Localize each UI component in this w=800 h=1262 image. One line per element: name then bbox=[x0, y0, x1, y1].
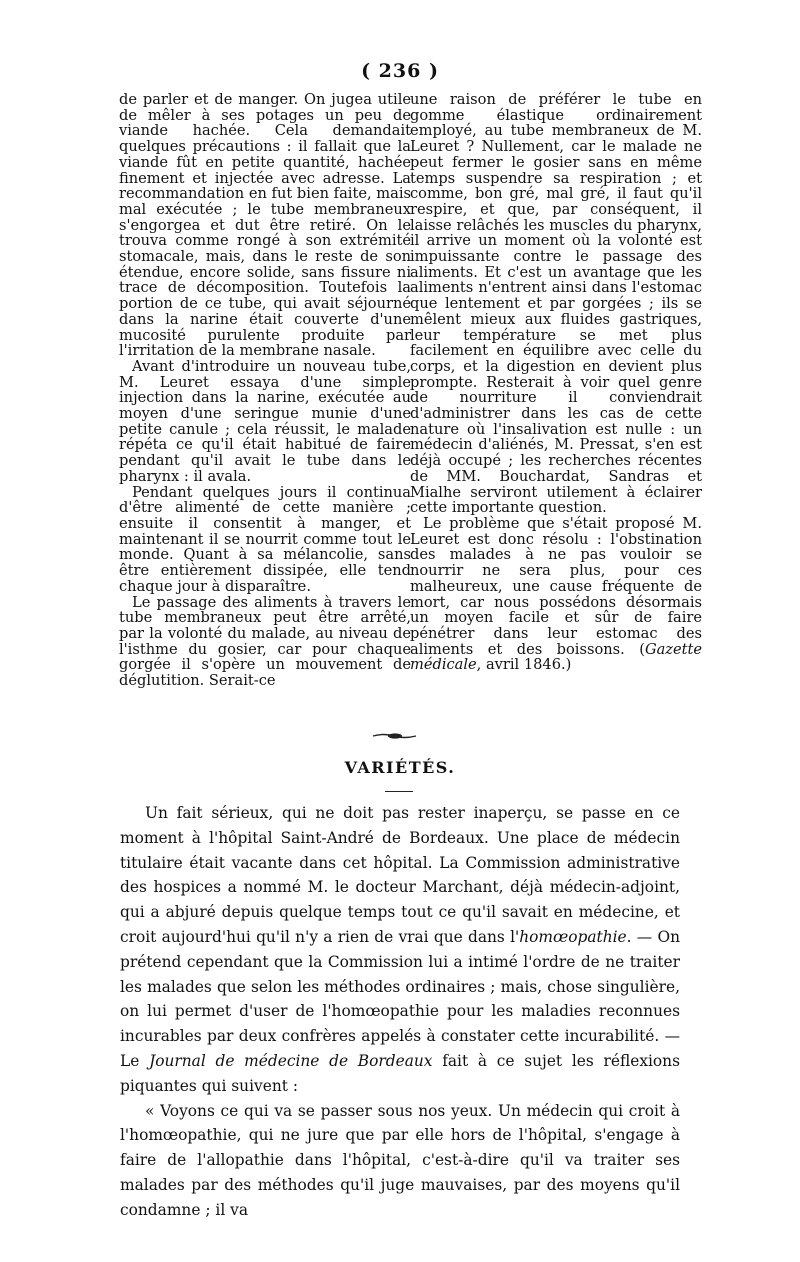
right-paragraph-conclusion bbox=[410, 516, 702, 673]
conclusion-text: Le problème que s'était proposé M. Leuret est donc résolu : l'obstination des malades à ne pas vouloir se nourrir ne sera plus, pour ces malheureux, une cause fréquente de mort, car nous possédons désormais un moyen facile et sûr de faire pénétrer dans leur estomac des aliments et des boissons. ( bbox=[410, 514, 702, 658]
varietes-section bbox=[120, 801, 680, 1223]
text-run: Un fait sérieux, qui ne doit pas rester inaperçu, se passe en ce moment à l'hôpital Saint-André de Bordeaux. Une place de médecin titulaire était vacante dans cet hôpital. La Commission administrative des hospices a nommé M. le docteur Marchant, déjà médecin-adjoint, qui a abjuré depuis quelque temps tout ce qu'il savait en médecine, et croit aujourd'hui qu'il n'y a rien de vrai que dans l' bbox=[120, 804, 680, 946]
left-paragraph: Pendant quelques jours il continua d'être alimenté de cette manière ; ensuite il consentit à manger, et maintenant il se nourrit comme tout le monde. Quant à sa mélancolie, sans être entièrement dissipée, elle tend chaque jour à disparaître. bbox=[119, 483, 411, 595]
section-divider-ornament bbox=[370, 730, 420, 742]
left-paragraph: Le passage des aliments à travers le tube membraneux peut être arrêté, par la volonté du malade, au niveau de l'isthme du gosier, car pour chaque gorgée il s'opère un mouvement de déglutition. Serait-ce bbox=[119, 593, 411, 690]
source-citation: Gazette médicale bbox=[410, 640, 702, 674]
right-column bbox=[410, 92, 702, 673]
source-date: , avril 1846.) bbox=[476, 656, 572, 674]
left-paragraph: Avant d'introduire un nouveau tube, M. Leuret essaya d'une simple injection dans la narine, exécutée au moyen d'une seringue munie d'une petite canule ; cela réussit, le malade répéta ce qu'il était habitué de faire pendant qu'il avait le tube dans le pharynx : il avala. bbox=[119, 357, 411, 485]
italic-term: homœopathie bbox=[519, 927, 627, 946]
left-column bbox=[119, 92, 411, 689]
left-paragraph: de parler et de manger. On jugea utile de mêler à ses potages un peu de viande hachée. Cela demandait quelques précautions : il fallait que la viande fût en petite quantité, hachée finement et injectée avec adresse. La recommandation en fut bien faite, mais mal exécutée ; le tube membraneux s'engorgea et dut être retiré. On le trouva comme rongé à son extrémité stomacale, mais, dans le reste de son étendue, encore solide, sans fissure ni trace de décomposition. Toutefois la portion de ce tube, qui avait séjourné dans la narine était couverte d'une mucosité purulente produite par l'irritation de la membrane nasale. bbox=[119, 91, 411, 360]
text-run: fait à ce sujet les réflexions piquantes qui suivent : bbox=[120, 1051, 680, 1095]
right-paragraph: une raison de préférer le tube en gomme élastique ordinairement employé, au tube membraneux de M. Leuret ? Nullement, car le malade ne peut fermer le gosier sans en même temps suspendre sa respiration ; et comme, bon gré, mal gré, il faut qu'il respire, et que, par conséquent, il laisse relâchés les muscles du pharynx, il arrive un moment où la volonté est impuissante contre le passage des aliments. Et c'est un avantage que les aliments n'entrent ainsi dans l'estomac que lentement et par gorgées ; ils se mêlent mieux aux fluides gastriques, leur température se met plus facilement en équilibre avec celle du corps, et la digestion en devient plus prompte. Resterait à voir quel genre de nourriture il conviendrait d'administrer dans les cas de cette nature où l'insalivation est nulle : un médecin d'aliénés, M. Pressat, s'en est déjà occupé ; les recherches récentes de MM. Bouchardat, Sandras et Mialhe serviront utilement à éclairer cette importante question. bbox=[410, 91, 702, 517]
varietes-paragraph bbox=[120, 801, 680, 1099]
page-number: ( 236 ) bbox=[361, 60, 439, 82]
text-run: . — On prétend cependant que la Commission lui a intimé l'ordre de ne traiter les malades que selon les méthodes ordinaires ; mais, chose singulière, on lui permet d'user de l'homœopathie pour les maladies reconnues incurables par deux confrères appelés à constater cette incurabilité. — Le bbox=[120, 927, 680, 1070]
section-heading: VARIÉTÉS. bbox=[344, 758, 456, 777]
heading-rule bbox=[385, 791, 413, 792]
varietes-quote: « Voyons ce qui va se passer sous nos yeux. Un médecin qui croit à l'homœopathie, qui ne jure que par elle hors de l'hôpital, s'engage à faire de l'allopathie dans l'hôpital, c'est-à-dire qu'il va traiter ses malades par des méthodes qu'il juge mauvaises, par des moyens qu'il condamne ; il va bbox=[120, 1101, 680, 1219]
journal-title: Journal de médecine de Bordeaux bbox=[149, 1051, 433, 1070]
